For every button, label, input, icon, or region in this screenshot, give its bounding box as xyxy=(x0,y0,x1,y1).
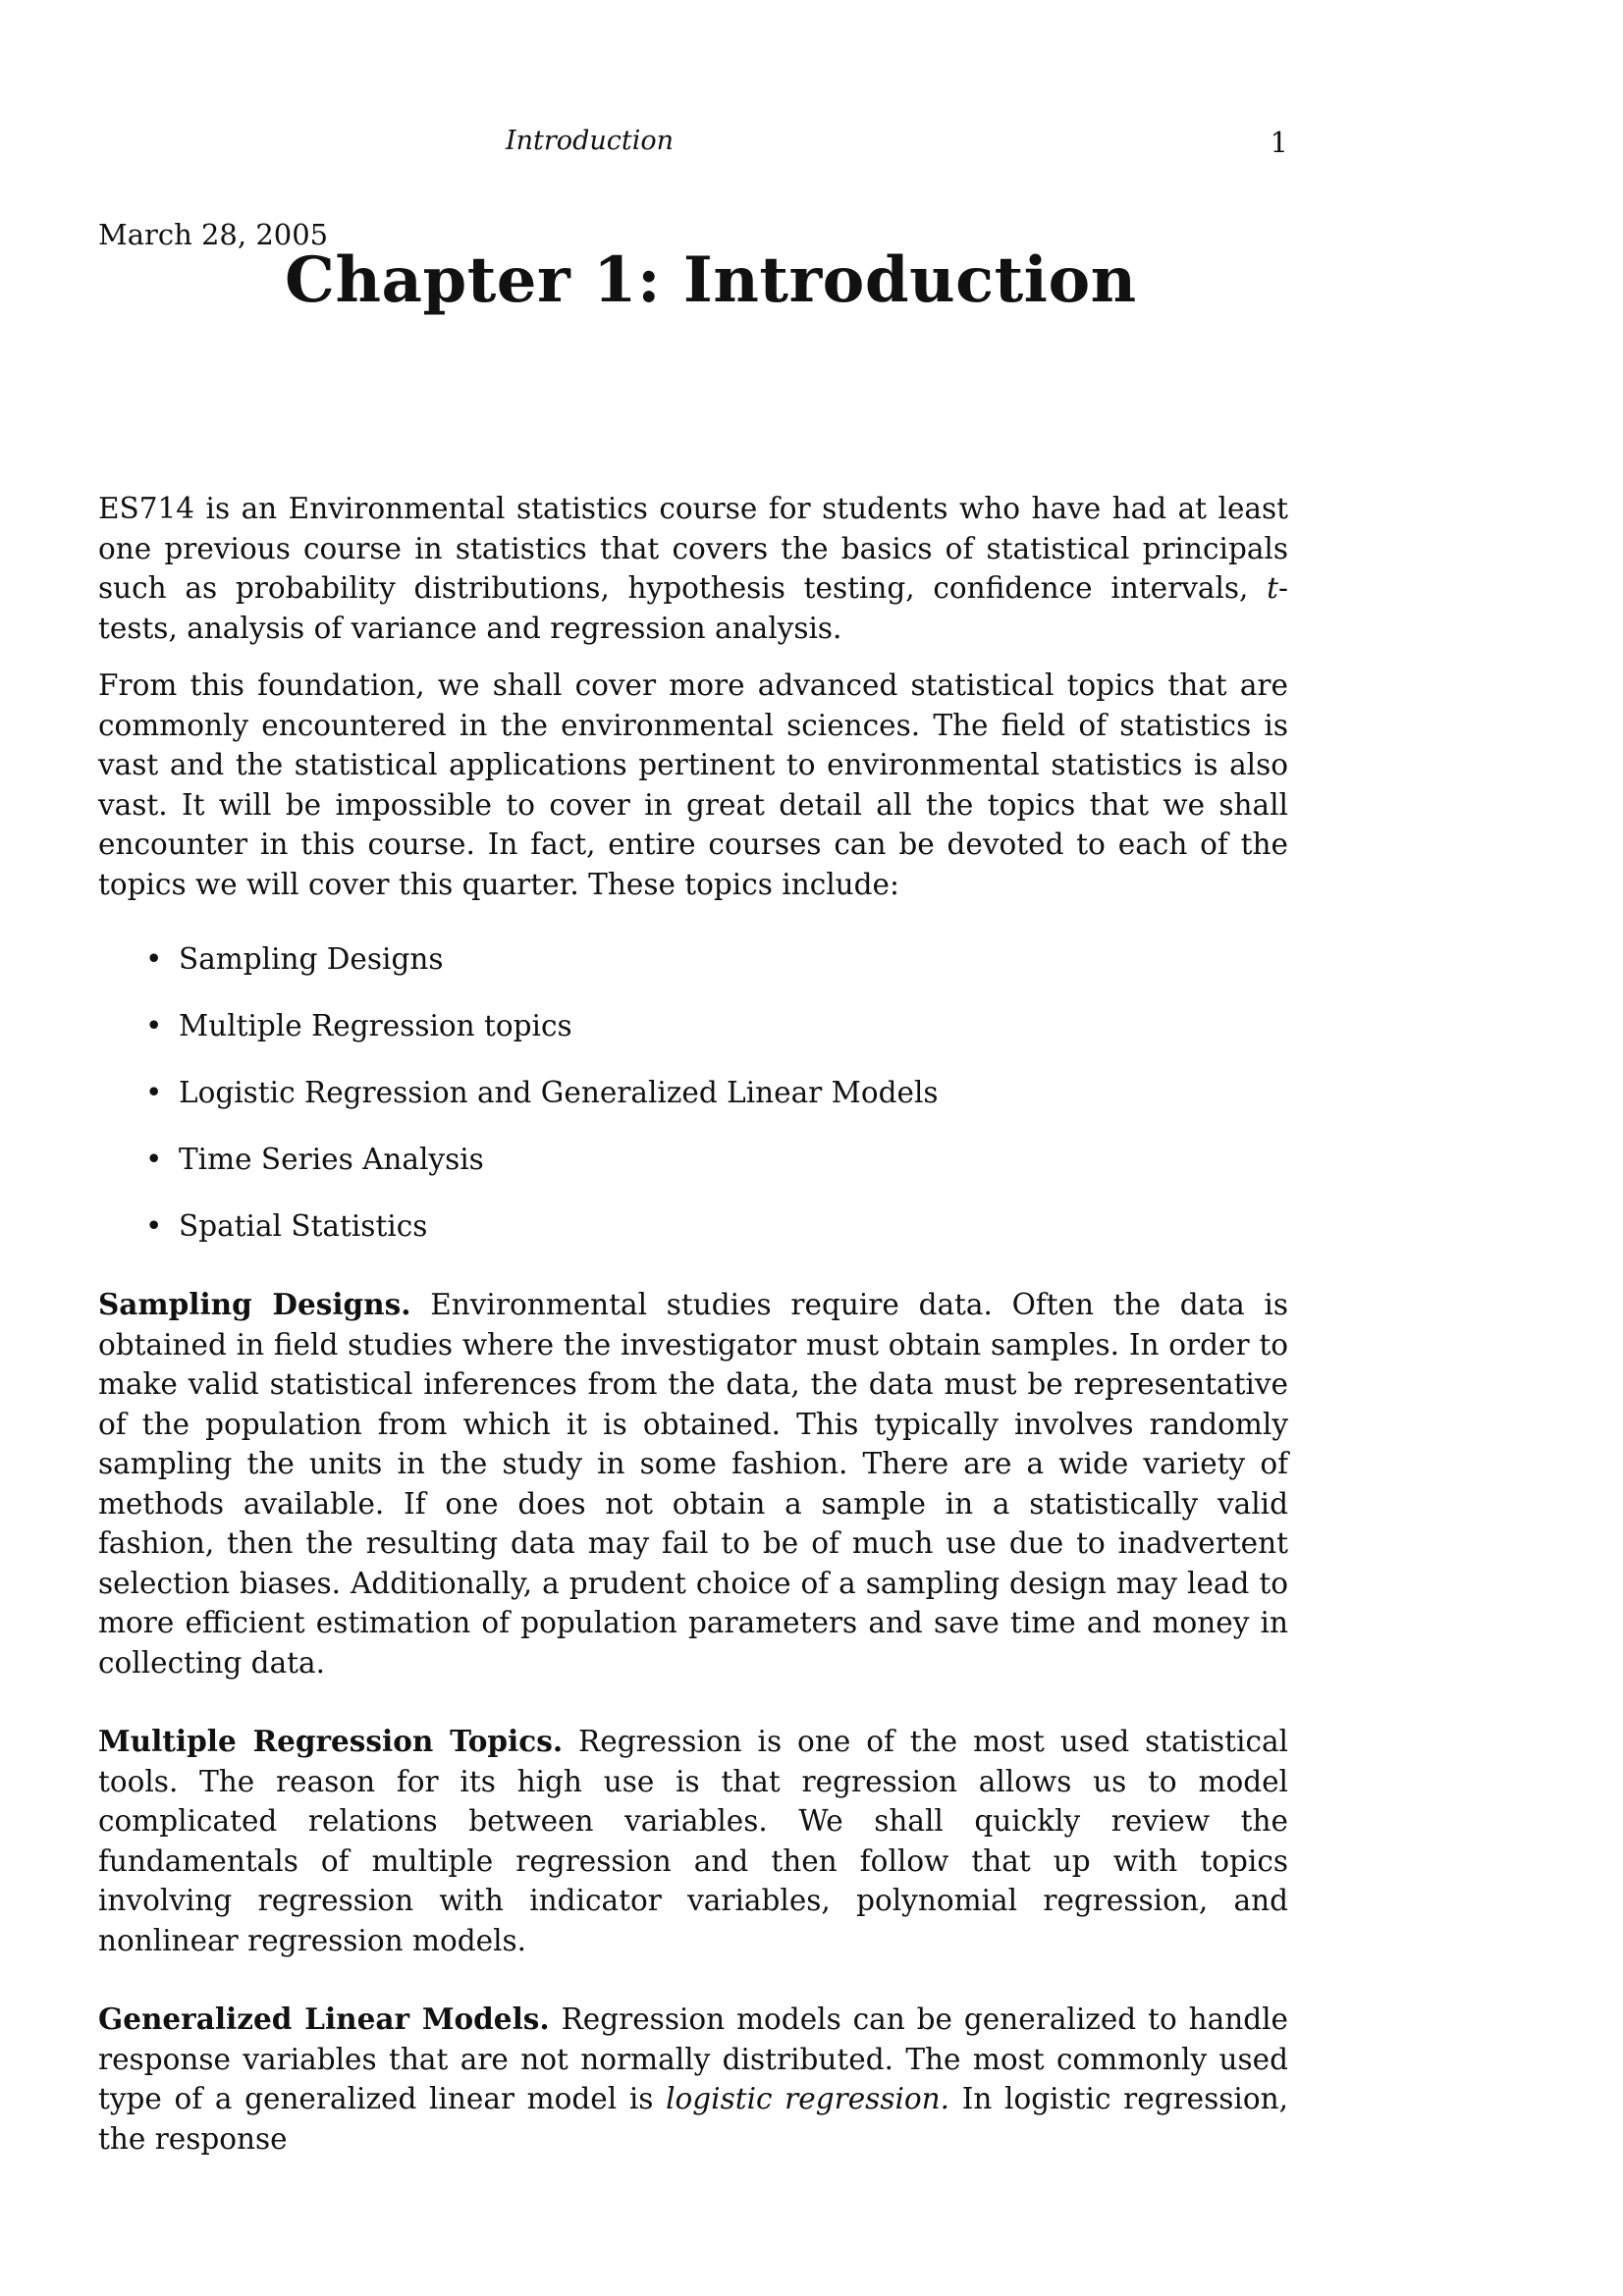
list-item-label: Spatial Statistics xyxy=(179,1209,428,1243)
section-heading-sampling: Sampling Designs. xyxy=(98,1287,411,1321)
intro-p1-start: ES714 is an Environmental statistics course for students who have had at least one previous course in statistics that covers the basics of statistical principals such as probability distributions, hypothesis testing, confidence intervals, xyxy=(98,492,1288,605)
section-text-glm-emphasis: logistic regression. xyxy=(666,2082,950,2115)
list-item xyxy=(145,939,1288,979)
section-text-glm-end: In logistic regression, the response xyxy=(98,2082,1288,2156)
body-content xyxy=(98,489,1288,2176)
bullet-icon: • xyxy=(145,1143,163,1176)
date-line: March 28, 2005 xyxy=(98,218,329,251)
list-item-label: Logistic Regression and Generalized Linear Models xyxy=(179,1076,939,1109)
section-generalized-linear-models xyxy=(98,2000,1288,2159)
section-heading-glm: Generalized Linear Models. xyxy=(98,2002,550,2036)
chapter-title: Chapter 1: Introduction xyxy=(285,243,1137,317)
intro-p1-end: -tests, analysis of variance and regression analysis. xyxy=(98,571,1288,645)
bullet-icon: • xyxy=(145,942,163,976)
list-item xyxy=(145,1140,1288,1179)
section-multiple-regression xyxy=(98,1722,1288,1960)
section-text-sampling: Environmental studies require data. Often the data is obtained in field studies where the investigator must obtain samples. In order to make valid statistical inferences from the data, the data must be representative of the population from which it is obtained. This typically involves randomly sampling the units in the study in some fashion. There are a wide variety of methods available. If one does not obtain a sample in a statistically valid fashion, then the resulting data may fail to be of much use due to inadvertent selection biases. Additionally, a prudent choice of a sampling design may lead to more efficient estimation of population parameters and save time and money in collecting data. xyxy=(98,1288,1288,1680)
section-text-glm-start: Regression models can be generalized to handle response variables that are not normally distributed. The most commonly used type of a generalized linear model is xyxy=(98,2002,1288,2115)
list-item-label: Sampling Designs xyxy=(179,942,444,976)
section-text-multiple-regression: Regression is one of the most used statistical tools. The reason for its high use is that regression allows us to model complicated relations between variables. We shall quickly review the fundamentals of multiple regression and then follow that up with topics involving regression with indicator variables, polynomial regression, and nonlinear regression models. xyxy=(98,1725,1288,1957)
list-item-label: Time Series Analysis xyxy=(179,1143,484,1176)
bullet-icon: • xyxy=(145,1009,163,1042)
running-title: Introduction xyxy=(506,126,674,156)
section-heading-multiple-regression: Multiple Regression Topics. xyxy=(98,1724,564,1758)
topic-list xyxy=(98,939,1288,1246)
intro-paragraph-1 xyxy=(98,489,1288,648)
intro-paragraph-2: From this foundation, we shall cover more advanced statistical topics that are commonly encountered in the environmental sciences. The field of statistics is vast and the statistical applications pertinent to environmental statistics is also vast. It will be impossible to cover in great detail all the topics that we shall encounter in this course. In fact, entire courses can be devoted to each of the topics we will cover this quarter. These topics include: xyxy=(98,668,1288,901)
list-item xyxy=(145,1006,1288,1045)
running-header xyxy=(98,126,1288,165)
list-item xyxy=(145,1073,1288,1112)
intro-p1-t-italic: t xyxy=(1267,571,1279,605)
page-number: 1 xyxy=(1270,126,1288,159)
section-sampling-designs xyxy=(98,1285,1288,1682)
bullet-icon: • xyxy=(145,1076,163,1109)
list-item-label: Multiple Regression topics xyxy=(179,1009,572,1042)
list-item xyxy=(145,1206,1288,1246)
bullet-icon: • xyxy=(145,1209,163,1243)
